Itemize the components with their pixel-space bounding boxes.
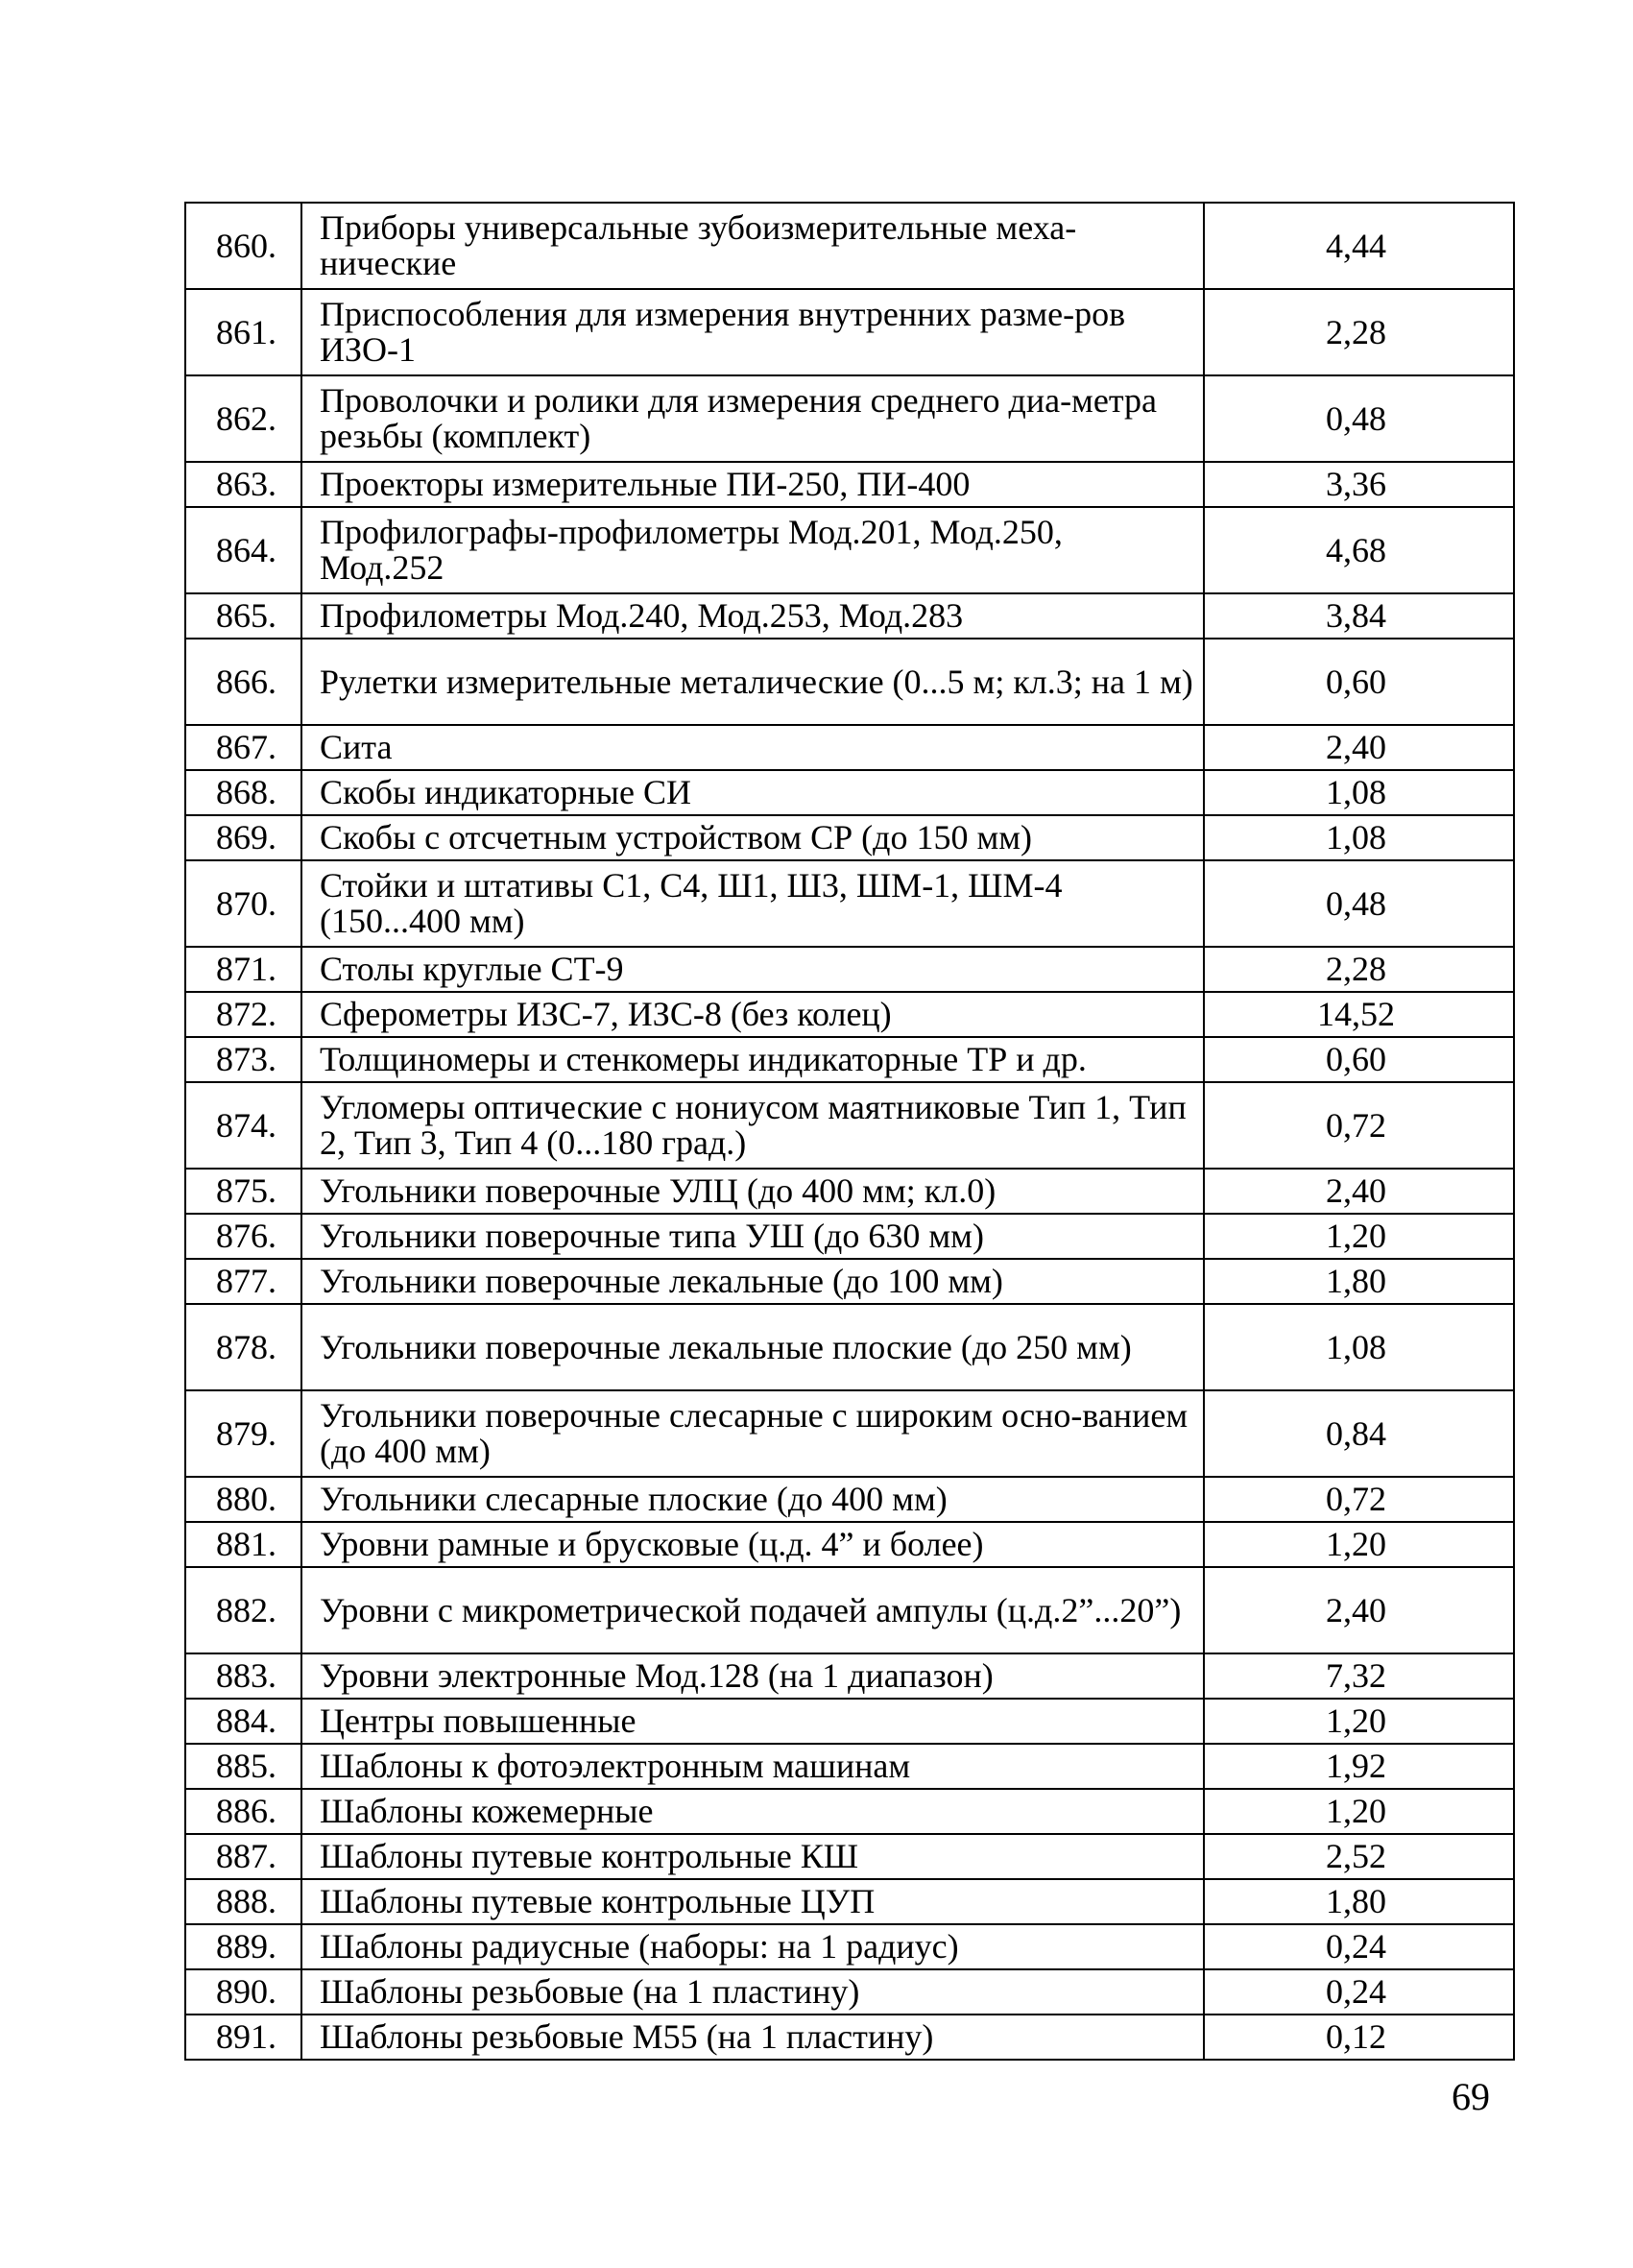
norm-value: 1,20 xyxy=(1204,1214,1514,1259)
norm-value: 2,40 xyxy=(1204,725,1514,770)
row-number: 885. xyxy=(185,1744,301,1789)
row-number: 881. xyxy=(185,1522,301,1567)
table-row xyxy=(185,639,1514,725)
row-number: 888. xyxy=(185,1879,301,1924)
table-row xyxy=(185,1699,1514,1744)
row-number: 876. xyxy=(185,1214,301,1259)
instrument-name: Угольники поверочные лекальные (до 100 мм) xyxy=(301,1259,1204,1304)
table-row xyxy=(185,1522,1514,1567)
instrument-name: Проекторы измерительные ПИ-250, ПИ-400 xyxy=(301,462,1204,507)
norm-value: 0,60 xyxy=(1204,1037,1514,1082)
norm-value: 2,52 xyxy=(1204,1834,1514,1879)
norm-value: 0,72 xyxy=(1204,1082,1514,1169)
instrument-name: Сферометры ИЗС-7, ИЗС-8 (без колец) xyxy=(301,992,1204,1037)
instrument-name: Угольники поверочные лекальные плоские (до 250 мм) xyxy=(301,1304,1204,1390)
table-row xyxy=(185,462,1514,507)
row-number: 862. xyxy=(185,375,301,462)
page-number: 69 xyxy=(1452,2075,1490,2118)
norm-value: 0,24 xyxy=(1204,1924,1514,1969)
instrument-name: Толщиномеры и стенкомеры индикаторные ТР и др. xyxy=(301,1037,1204,1082)
table-row xyxy=(185,1037,1514,1082)
instrument-name: Шаблоны к фотоэлектронным машинам xyxy=(301,1744,1204,1789)
row-number: 865. xyxy=(185,593,301,639)
row-number: 869. xyxy=(185,815,301,860)
table-row xyxy=(185,1259,1514,1304)
instrument-name: Шаблоны путевые контрольные ЦУП xyxy=(301,1879,1204,1924)
row-number: 875. xyxy=(185,1169,301,1214)
norm-value: 1,20 xyxy=(1204,1789,1514,1834)
instrument-name: Центры повышенные xyxy=(301,1699,1204,1744)
table-row xyxy=(185,725,1514,770)
table-row xyxy=(185,1834,1514,1879)
table-row xyxy=(185,947,1514,992)
norm-value: 1,20 xyxy=(1204,1522,1514,1567)
row-number: 870. xyxy=(185,860,301,947)
instrument-name: Угломеры оптические с нониусом маятниковые Тип 1, Тип 2, Тип 3, Тип 4 (0...180 град.) xyxy=(301,1082,1204,1169)
instrument-name: Рулетки измерительные металические (0...5 м; кл.3; на 1 м) xyxy=(301,639,1204,725)
norm-value: 3,84 xyxy=(1204,593,1514,639)
table-row xyxy=(185,2015,1514,2060)
row-number: 863. xyxy=(185,462,301,507)
table-row xyxy=(185,1653,1514,1699)
row-number: 882. xyxy=(185,1567,301,1653)
norm-value: 0,72 xyxy=(1204,1477,1514,1522)
table-row xyxy=(185,992,1514,1037)
instrument-name: Шаблоны радиусные (наборы: на 1 радиус) xyxy=(301,1924,1204,1969)
table-row xyxy=(185,770,1514,815)
row-number: 891. xyxy=(185,2015,301,2060)
instrument-name: Угольники поверочные типа УШ (до 630 мм) xyxy=(301,1214,1204,1259)
row-number: 889. xyxy=(185,1924,301,1969)
norm-value: 4,68 xyxy=(1204,507,1514,593)
row-number: 868. xyxy=(185,770,301,815)
instrument-name: Профилографы-профилометры Мод.201, Мод.250, Мод.252 xyxy=(301,507,1204,593)
norm-value: 1,80 xyxy=(1204,1879,1514,1924)
instrument-price-table xyxy=(184,202,1515,2061)
table-row xyxy=(185,507,1514,593)
row-number: 878. xyxy=(185,1304,301,1390)
table-row xyxy=(185,1169,1514,1214)
instrument-name: Шаблоны путевые контрольные КШ xyxy=(301,1834,1204,1879)
norm-value: 0,48 xyxy=(1204,860,1514,947)
instrument-name: Столы круглые СТ-9 xyxy=(301,947,1204,992)
table-row xyxy=(185,1567,1514,1653)
row-number: 866. xyxy=(185,639,301,725)
row-number: 877. xyxy=(185,1259,301,1304)
table-row xyxy=(185,1744,1514,1789)
table-row xyxy=(185,815,1514,860)
instrument-name: Проволочки и ролики для измерения среднего диа-метра резьбы (комплект) xyxy=(301,375,1204,462)
row-number: 871. xyxy=(185,947,301,992)
instrument-name: Угольники поверочные УЛЦ (до 400 мм; кл.0) xyxy=(301,1169,1204,1214)
instrument-name: Угольники поверочные слесарные с широким осно-ванием (до 400 мм) xyxy=(301,1390,1204,1477)
table-row xyxy=(185,593,1514,639)
table-row xyxy=(185,1390,1514,1477)
table-row xyxy=(185,203,1514,289)
norm-value: 1,80 xyxy=(1204,1259,1514,1304)
row-number: 860. xyxy=(185,203,301,289)
norm-value: 0,48 xyxy=(1204,375,1514,462)
norm-value: 1,08 xyxy=(1204,815,1514,860)
norm-value: 2,40 xyxy=(1204,1567,1514,1653)
table-row xyxy=(185,1477,1514,1522)
table-row xyxy=(185,860,1514,947)
row-number: 864. xyxy=(185,507,301,593)
row-number: 874. xyxy=(185,1082,301,1169)
row-number: 883. xyxy=(185,1653,301,1699)
row-number: 884. xyxy=(185,1699,301,1744)
row-number: 886. xyxy=(185,1789,301,1834)
row-number: 873. xyxy=(185,1037,301,1082)
norm-value: 1,08 xyxy=(1204,770,1514,815)
instrument-name: Уровни электронные Мод.128 (на 1 диапазон) xyxy=(301,1653,1204,1699)
norm-value: 0,12 xyxy=(1204,2015,1514,2060)
table-row xyxy=(185,1082,1514,1169)
instrument-name: Уровни рамные и брусковые (ц.д. 4” и более) xyxy=(301,1522,1204,1567)
table-row xyxy=(185,1214,1514,1259)
table-row xyxy=(185,1924,1514,1969)
norm-value: 2,28 xyxy=(1204,289,1514,375)
norm-value: 1,92 xyxy=(1204,1744,1514,1789)
norm-value: 1,20 xyxy=(1204,1699,1514,1744)
instrument-name: Скобы индикаторные СИ xyxy=(301,770,1204,815)
instrument-name: Приспособления для измерения внутренних разме-ров ИЗО-1 xyxy=(301,289,1204,375)
norm-value: 7,32 xyxy=(1204,1653,1514,1699)
norm-value: 3,36 xyxy=(1204,462,1514,507)
table-row xyxy=(185,1304,1514,1390)
table-row xyxy=(185,1789,1514,1834)
instrument-name: Шаблоны резьбовые М55 (на 1 пластину) xyxy=(301,2015,1204,2060)
norm-value: 0,84 xyxy=(1204,1390,1514,1477)
norm-value: 4,44 xyxy=(1204,203,1514,289)
instrument-name: Профилометры Мод.240, Мод.253, Мод.283 xyxy=(301,593,1204,639)
row-number: 867. xyxy=(185,725,301,770)
instrument-name: Приборы универсальные зубоизмерительные меха-нические xyxy=(301,203,1204,289)
instrument-name: Скобы с отсчетным устройством СР (до 150 мм) xyxy=(301,815,1204,860)
instrument-name: Шаблоны резьбовые (на 1 пластину) xyxy=(301,1969,1204,2015)
norm-value: 14,52 xyxy=(1204,992,1514,1037)
row-number: 887. xyxy=(185,1834,301,1879)
table-row xyxy=(185,289,1514,375)
norm-value: 2,40 xyxy=(1204,1169,1514,1214)
norm-value: 2,28 xyxy=(1204,947,1514,992)
table-body xyxy=(185,203,1514,2060)
table-row xyxy=(185,1879,1514,1924)
instrument-name: Шаблоны кожемерные xyxy=(301,1789,1204,1834)
norm-value: 1,08 xyxy=(1204,1304,1514,1390)
norm-value: 0,60 xyxy=(1204,639,1514,725)
table-row xyxy=(185,1969,1514,2015)
instrument-name: Уровни с микрометрической подачей ампулы (ц.д.2”...20”) xyxy=(301,1567,1204,1653)
row-number: 861. xyxy=(185,289,301,375)
table-row xyxy=(185,375,1514,462)
row-number: 872. xyxy=(185,992,301,1037)
row-number: 890. xyxy=(185,1969,301,2015)
norm-value: 0,24 xyxy=(1204,1969,1514,2015)
row-number: 880. xyxy=(185,1477,301,1522)
instrument-name: Стойки и штативы С1, С4, Ш1, Ш3, ШМ-1, ШМ-4 (150...400 мм) xyxy=(301,860,1204,947)
instrument-name: Угольники слесарные плоские (до 400 мм) xyxy=(301,1477,1204,1522)
instrument-name: Сита xyxy=(301,725,1204,770)
row-number: 879. xyxy=(185,1390,301,1477)
